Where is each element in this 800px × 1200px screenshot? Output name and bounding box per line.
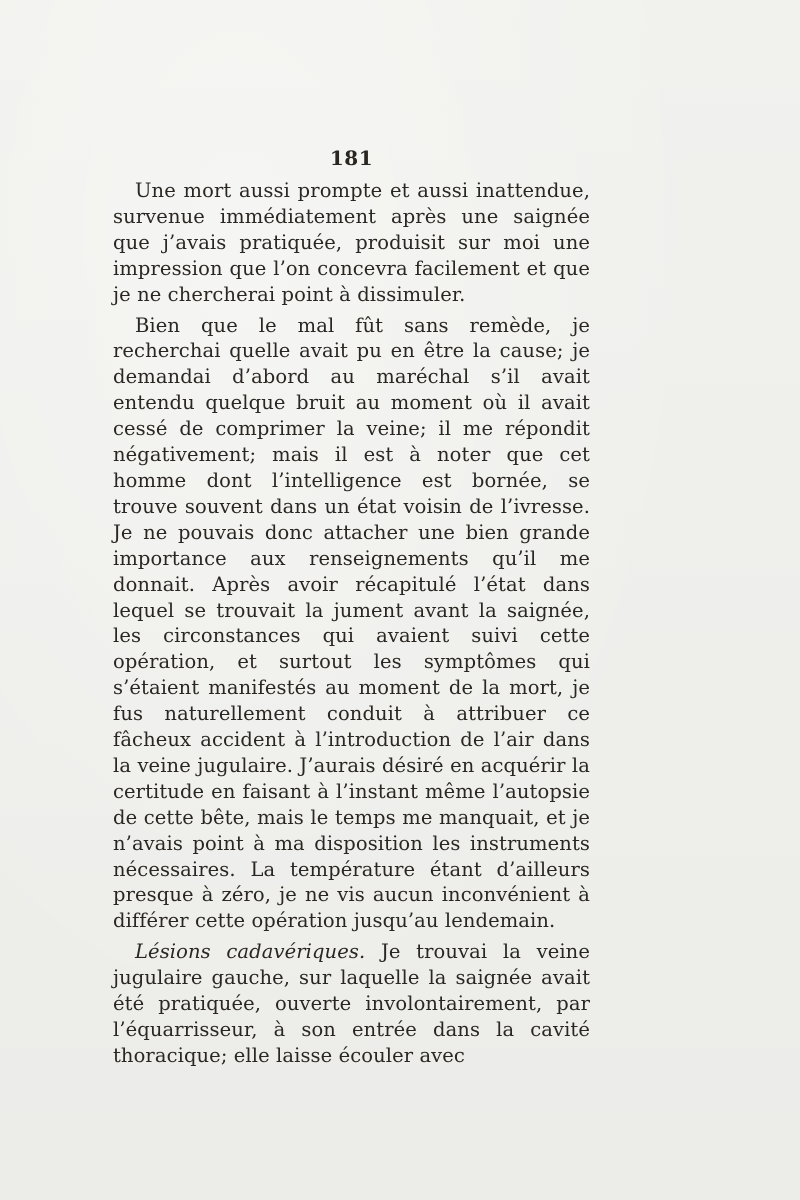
paragraph-1-text: Une mort aussi prompte et aussi inattendue, survenue immédiatement après une saignée que j’avais pratiquée, produisit sur moi une impression que l’on concevra facilement et que je ne chercherai point à dissimuler. xyxy=(113,179,590,306)
paragraph-3-text: Je trouvai la veine jugulaire gauche, sur laquelle la saignée avait été pratiquée, ouverte involontairement, par l’équarrisseur, à son entrée dans la cavité thoracique; elle laisse écouler avec xyxy=(113,940,590,1067)
paragraph-2 xyxy=(113,313,590,935)
paragraph-3-heading: Lésions cadavériques. xyxy=(135,940,366,964)
page-number: 181 xyxy=(329,146,374,170)
page-text-block xyxy=(113,144,590,1069)
paragraph-2-text: Bien que le mal fût sans remède, je recherchai quelle avait pu en être la cause; je demandai d’abord au maréchal s’il avait entendu quelque bruit au moment où il avait cessé de comprimer la veine; il me répondit négativement; mais il est à noter que cet homme dont l’intelligence est bornée, se trouve souvent dans un état voisin de l’ivresse. Je ne pouvais donc attacher une bien grande importance aux renseignements qu’il me donnait. Après avoir récapitulé l’état dans lequel se trouvait la jument avant la saignée, les circonstances qui avaient suivi cette opération, et surtout les symptômes qui s’étaient manifestés au moment de la mort, je fus naturellement conduit à attribuer ce fâcheux accident à l’introduction de l’air dans la veine jugulaire. J’aurais désiré en acquérir la certitude en faisant à l’instant même l’autopsie de cette bête, mais le temps me manquait, et je n’avais point à ma disposition les instruments nécessaires. La température étant d’ailleurs presque à zéro, je ne vis aucun inconvénient à différer cette opération jusqu’au lendemain. xyxy=(113,313,590,933)
paragraph-1 xyxy=(113,178,590,308)
paragraph-3 xyxy=(113,939,590,1069)
